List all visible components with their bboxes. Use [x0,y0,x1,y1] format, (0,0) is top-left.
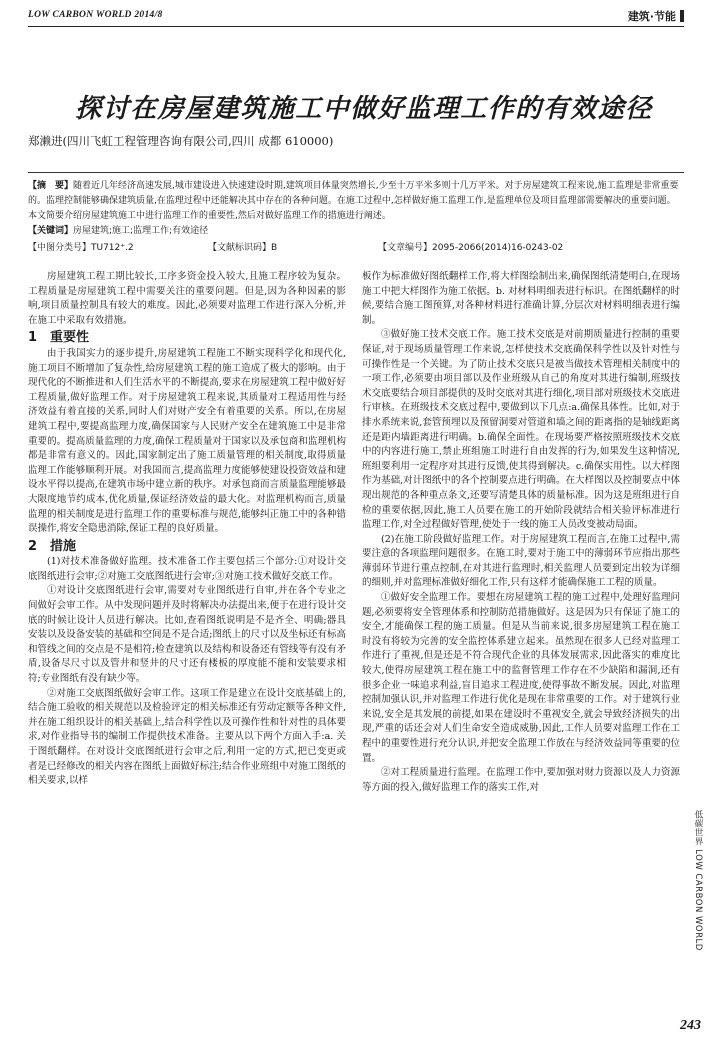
paragraph: ②对施工交底图纸做好会审工作。这项工作是建立在设计交底基础上的,结合施工验收的相关规范以及检验评定的相关标准还有劳动定额等各种文件,并在施工组织设计的相关基础上,结合科学性以及可操作性和针对性的具体要求,对作业指导书的编制工作提供技术准备。主要从以下两个方面入手:a. 关于图纸翻样。在对设计交底图纸进行会审之后,利用一定的方式,把已变更或者是已经修改的相关内容在图纸上面做好标注;结合作业班组中对施工图纸的相关要求,以样 [28,687,346,787]
page-number: 243 [680,1018,701,1033]
intro-paragraph: 房屋建筑工程工期比较长,工序多资金投入较大,且施工程序较为复杂。工程质量是房屋建筑工程中需要关注的重要问题。但是,因为各种因素的影响,项目质量控制具有较大的难度。因此,必须要对监理工作进行深入分析,并在施工中采取有效措施。 [28,271,346,326]
section-bar-icon [680,10,684,22]
paragraph: (2)在施工阶段做好监理工作。对于房屋建筑工程而言,在施工过程中,需要注意的各项监理问题很多。在施工时,要对于施工中的薄弱环节应指出那些薄弱环节进行重点控制,在对其进行监理时,相关监理人员要到定出较为详细的细则,并对监理标准做好细化工作,只有这样才能确保施工工程的质量。 [362,533,680,589]
keywords [28,224,684,239]
paragraph: ②对工程质量进行监理。在监理工作中,要加强对财力资源以及人力资源等方面的投入,做好监理工作的落实工作,对 [362,767,680,793]
article-title: 探讨在房屋建筑施工中做好监理工作的有效途径 [75,94,653,124]
abstract-block [28,172,684,256]
left-column [28,270,346,789]
right-column [362,270,680,795]
running-head [28,8,684,27]
paragraph: ①做好安全监理工作。要想在房屋建筑工程的施工过程中,处理好监理问题,必须要将安全管理体系和控制防范措施做好。这是因为只有保证了施工的安全,才能确保工程的施工质量。但是从当前来说,很多房屋建筑工程在施工时没有将较为完善的安全监控体系建立起来。虽然现在很多人已经对监理工作进行了重视,但是还是不符合现代企业的具体发展需求,因此落实的难度比较大,使得房屋建筑工程在施工中的监督管理工作存在不少缺陷和漏洞,还有很多企业一味追求利益,盲目追求工程进度,使得事故不断发展。因此,对监理控制加强认识,并对监理工作进行优化是现在非常重要的工作。对于建筑行业来说,安全是其发展的前提,如果在建设时不重视安全,就会导致经济损失的出现,严重的话还会对人们生命安全造成威胁,因此,工作人员要对监理工作在工程中的重要性进行充分认识,并把安全监理工作放在与经济效益同等重要的位置。 [362,592,680,764]
paragraph: 由于我国实力的逐步提升,房屋建筑工程施工不断实现科学化和现代化,施工项目不断增加了复杂性,给房屋建筑工程的施工造成了极大的影响。由于现代化的不断推进和人们生活水平的不断提高,要求在房屋建筑工程中做好好工程质量,做好监理工作。对于房屋建筑工程来说,其质量对工程适用性与经济效益有着直接的关系,同时人们对财产安全有着重要的关系。所以,在房屋建筑工程中,要提高监理力度,确保国家与人民财产安全在建筑施工中是非常重要的。提高质量监理的力度,确保工程质量对于国家以及承包商和监理机构都是非常有意义的。因此,国家制定出了施工质量管理的相关制度,取得质量监理工作能够顺利开展。对我国而言,提高监理力度能够使建设投资效益和建设水平得以提高,在建筑市场中建立新的秩序。对承包商而言质量监理能够最大限度地节约成本,优化质量,保证经济效益的最大化。对监理机构而言,质量监理的相关制度是进行监理工作的重要标准与规范,能够纠正施工中的各种错误操作,将安全隐患消除,保证工程的良好质量。 [28,347,346,535]
abstract [28,179,684,224]
meta-row [28,241,684,256]
section-heading-1: 1 重要性 [28,330,90,346]
doc-code: 【文献标识码】B [208,243,278,253]
paragraph: (1)对技术准备做好监理。技术准备工作主要包括三个部分:①对设计交底图纸进行会审;②对施工交底图纸进行会审;③对施工技术做好交底工作。 [28,556,346,582]
author-line: 郑濑进(四川飞虹工程管理咨询有限公司,四川 成都 610000) [28,134,334,148]
section-heading-2: 2 措施 [28,538,77,554]
section-label: 建筑·节能 [628,8,684,24]
paragraph: ③做好施工技术交底工作。施工技术交底是对前期质量进行控制的重要保证,对于现场质量管理工作来说,怎样使技术交底确保科学性以及针对性与可操作性是一个关键。为了防止技术交底只是被当做技术管理相关制度中的一项工作,必须要由项目部以及作业班级从自己的角度对其进行编制,班级技术交底要结合项目部提供的及时交底对其进行细化,项目部对班级技术交底进行审核。在班级技术交底过程中,要做到以下几点:a.确保具体性。比如,对于排水系统来说,套管预埋以及预留洞要对管道和墙之间的距离指的是轴线距离还是距内墙距离进行明确。b.确保全面性。在现场要严格按照班级技术交底中的内容进行施工,禁止班组施工时进行自由发挥的行为,如果发生这种情况,班组要利用一定程序对其进行反馈,使其得到解决。c.确保实用性。以大样图作为基础,对计图纸中的各个控制要点进行明确。在大样图以及控制要点中体现出规范的各种重点条文,还要写清楚具体的质量标准。因为这是班组进行自检的重要依据,因此,施工人员要在施工的开始阶段就结合相关验评标准进行监理工作,对全过程做好管理,使处于一线的施工人员改变被动局面。 [362,329,680,531]
paragraph: 板作为标准做好图纸翻样工作,将大样图绘制出来,确保图纸清楚明白,在现场施工中把大样图作为施工依据。b. 对材料明细表进行标识。在图纸翻样的时候,要结合施工图预算,对各种材料进行准确计算,分层次对材料明细表进行编制。 [362,271,680,326]
abstract-text: 随着近几年经济高速发展,城市建设进入快速建设时期,建筑项目体量突然增长,少至十万平米多则十几万平米。对于房屋建筑工程来说,施工监理是非常重要的。监理控制能够确保建筑质量,在监理过程中还能解决其中存在的各种问题。在施工过程中,怎样做好施工监理工作,是监理单位及项目监理部需要解决的重要问题。本文简要介绍房屋建筑施工中进行监理工作的重要性,然后对做好监理工作的措施进行阐述。 [28,181,679,221]
keywords-text: 房屋建筑;施工;监理工作;有效途径 [73,226,209,236]
abstract-label: 【摘 要】 [28,181,74,191]
side-journal-label: 低碳世界 LOW CARBON WORLD [693,810,703,951]
article-number: 【文章编号】2095-2066(2014)16-0243-02 [378,243,564,253]
clc-number: 【中图分类号】TU712⁺.2 [28,243,134,253]
paragraph: ①对设计交底图纸进行会审,需要对专业图纸进行自审,并在各个专业之间做好会审工作。从中发现问题并及时将解决办法提出来,便于在进行设计交底的时候让设计人员进行解决。比如,查看图纸说明是不是齐全、明确;器具安装以及设备安装的基础和空间是不是合适;图纸上的尺寸以及坐标还有标高和管线之间的交点是不是相符;检查建筑以及结构和设备还有管线等有没有矛盾,设备尽尺寸以及管井和竖井的尺寸还有楼板的厚度能不能和安装要求相符;专业图纸有没有缺少等。 [28,585,346,685]
keywords-label: 【关键词】 [28,226,74,236]
journal-name: LOW CARBON WORLD 2014/8 [28,10,163,20]
